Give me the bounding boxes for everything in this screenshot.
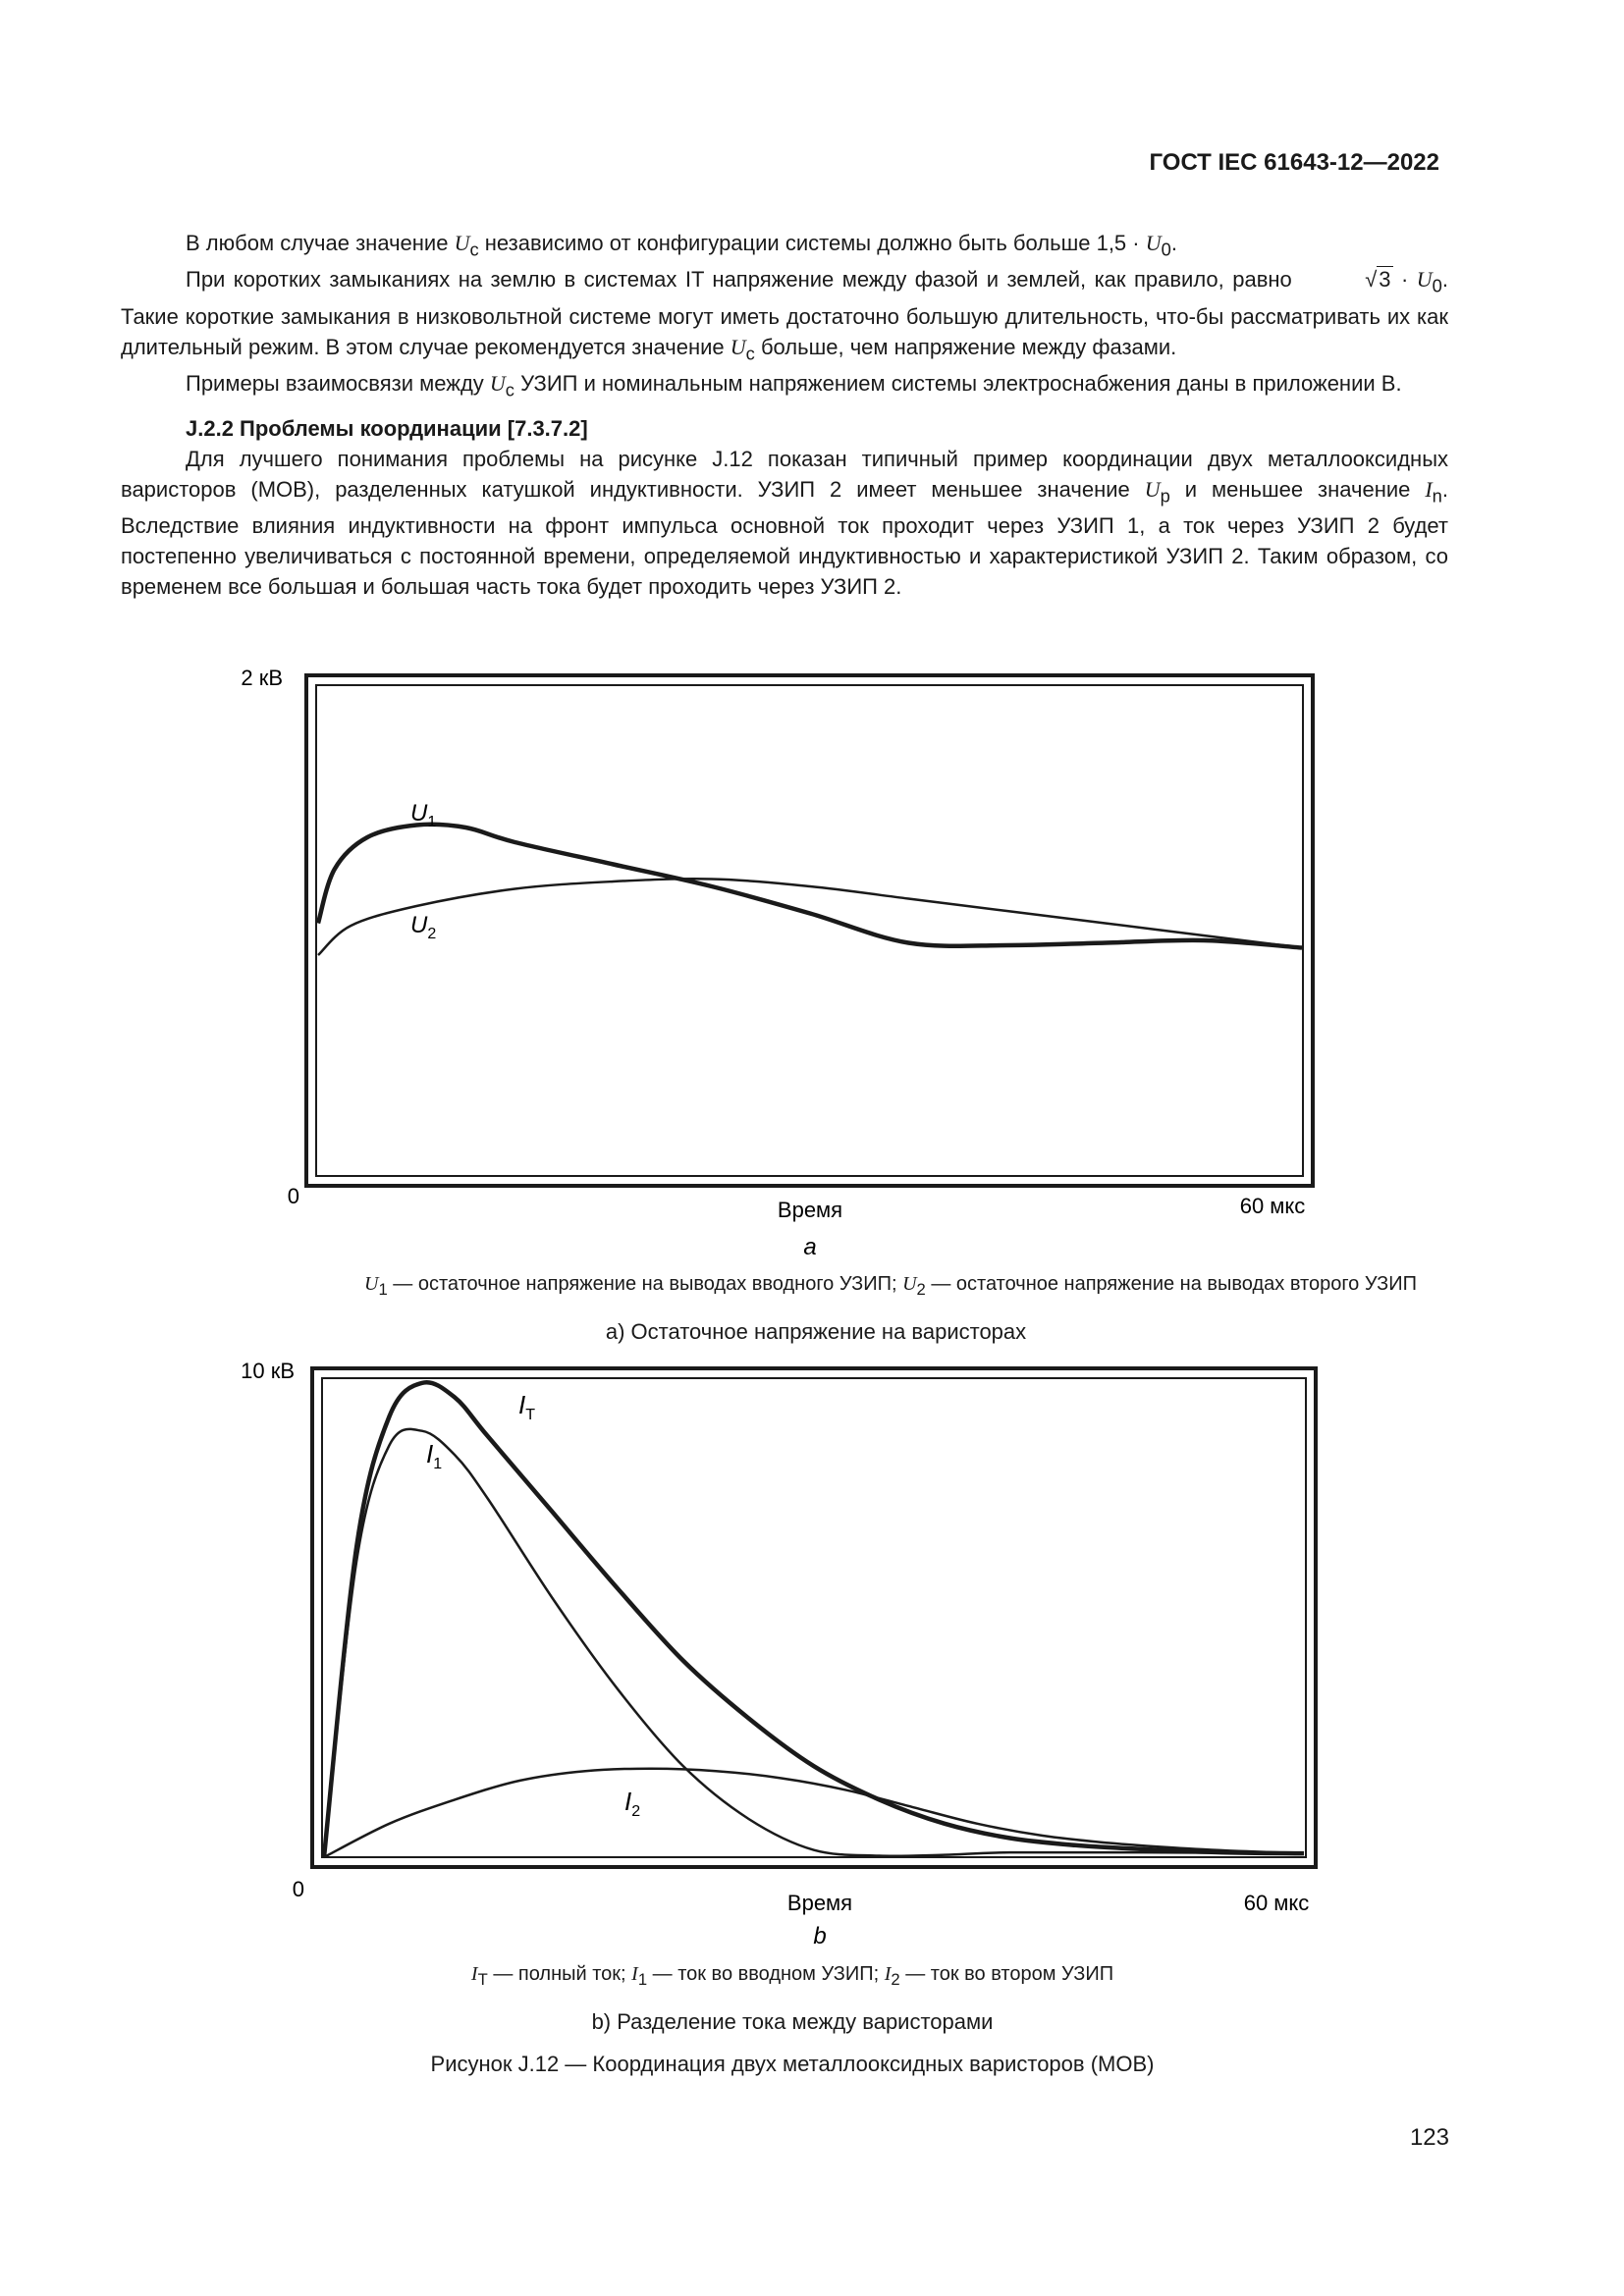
figure-a-x-label: Время: [777, 1198, 843, 1222]
document-header: ГОСТ IEC 61643-12—2022: [1149, 149, 1439, 176]
figure-b-letter: b: [813, 1923, 827, 1949]
series-line-I1: [324, 1429, 1304, 1857]
figure-a-y-max-label: 2 кВ: [241, 666, 283, 690]
figure-a-series: [318, 825, 1302, 955]
paragraph-short-circuit: При коротких замыканиях на землю в системах IT напряжение между фазой и землей, как правило, равно $√3 \cdot U_0$. Такие короткие замыкания в низковольтной системе могут иметь достаточно большую длительность, что-бы рассматривать их как длительный режим. В этом случае рекомендуется значение $U_c$ больше, чем напряжение между фазами.: [121, 264, 1448, 368]
figure-a-legend: $U_1$ — остаточное напряжение на выводах вводного УЗИП; $U_2$ — остаточное напряжение на выводах второго УЗИП: [364, 1273, 1417, 1299]
figure-b-legend: $I_T$ — полный ток; $I_1$ — ток во вводном УЗИП; $I_2$ — ток во втором УЗИП: [470, 1963, 1114, 1989]
figure-a-caption: a) Остаточное напряжение на варисторах: [605, 1319, 1027, 1344]
label-I1: $I_1$: [426, 1439, 443, 1472]
figure-title: Рисунок J.12 — Координация двух металлооксидных варисторов (МОВ): [430, 2052, 1155, 2076]
figure-a-y-min-label: 0: [287, 1184, 299, 1208]
series-line-U2: [318, 879, 1302, 955]
label-I2: $I_2$: [624, 1787, 641, 1820]
label-IT: $I_T$: [518, 1390, 536, 1423]
series-line-IT: [324, 1382, 1304, 1857]
figure-a-x-max-label: 60 мкс: [1239, 1194, 1306, 1218]
paragraph-coordination: Для лучшего понимания проблемы на рисунке J.12 показан типичный пример координации двух металлооксидных варисторов (МОВ), разделенных катушкой индуктивности. УЗИП 2 имеет меньшее значение $U_p$ и меньшее значение $I_n$. Вследствие влияния индуктивности на фронт импульса основной ток проходит через УЗИП 1, а ток через УЗИП 2 будет постепенно увеличиваться с постоянной времени, определяемой индуктивностью и характеристикой УЗИП 2. Таким образом, со временем все большая и большая часть тока будет проходить через УЗИП 2.: [121, 446, 1448, 599]
page-number: 123: [1409, 2124, 1449, 2151]
figure-b-x-max-label: 60 мкс: [1243, 1891, 1310, 1915]
paragraph-uc-condition: В любом случае значение $U_c$ независимо от конфигурации системы должно быть больше $1,5 \cdot U_0$.: [186, 231, 1177, 260]
figure-b-inner-frame: [322, 1378, 1306, 1857]
figure-b-y-max-label: 10 кВ: [241, 1359, 295, 1383]
label-U1: $U_1$: [410, 800, 437, 830]
label-U2: $U_2$: [410, 912, 437, 942]
figure-a-letter: a: [803, 1234, 817, 1260]
figure-b-outer-frame: [312, 1368, 1316, 1867]
paragraph-examples: Примеры взаимосвязи между $U_c$ УЗИП и номинальным напряжением системы электроснабжения даны в приложении B.: [186, 371, 1402, 400]
section-heading: J.2.2 Проблемы координации [7.3.7.2]: [186, 415, 588, 441]
figure-b-y-min-label: 0: [292, 1877, 304, 1901]
figure-b-series: [324, 1382, 1304, 1857]
sqrt-symbol: √3: [1365, 267, 1391, 293]
figure-b-chart: [241, 1359, 1316, 1949]
figure-a-chart: [241, 666, 1313, 1260]
figure-b-caption: b) Разделение тока между варисторами: [591, 2009, 994, 2034]
series-line-I2: [324, 1769, 1304, 1857]
figure-b-x-label: Время: [786, 1891, 853, 1915]
